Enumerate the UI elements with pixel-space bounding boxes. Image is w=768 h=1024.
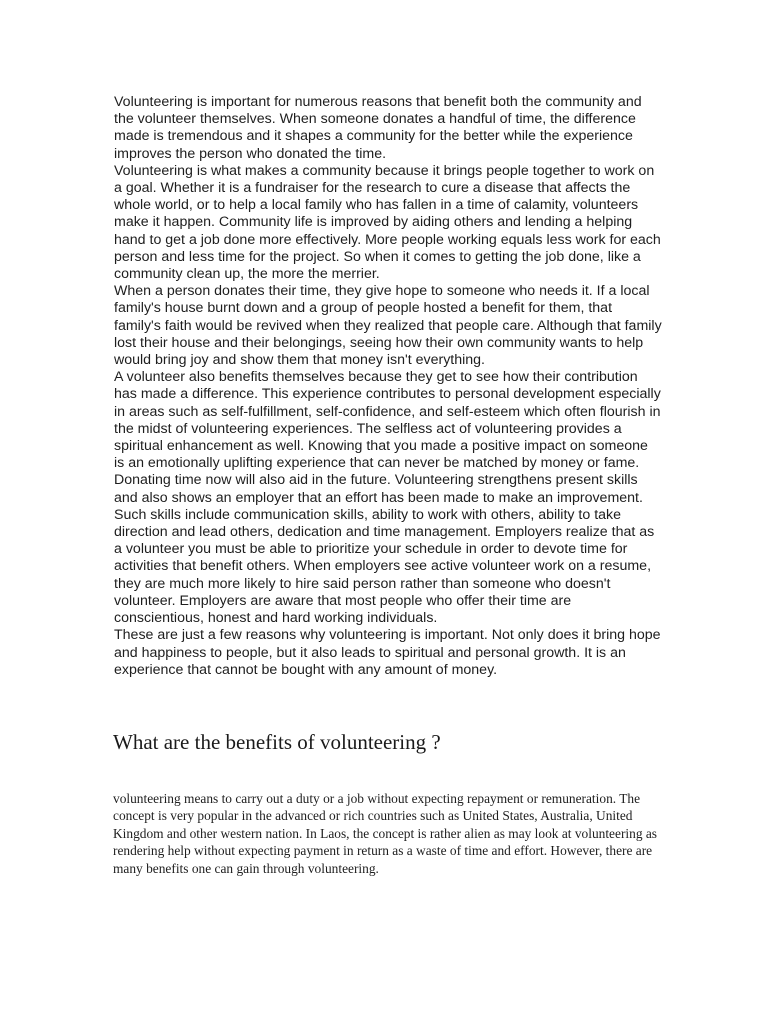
essay-paragraph-6: These are just a few reasons why volunteering is important. Not only does it bring hope and happiness to people, but it also leads to spiritual and personal growth. It is an experience that cannot be bought with any amount of money. [114, 627, 661, 678]
essay-section [114, 94, 662, 679]
essay-paragraph-4: A volunteer also benefits themselves because they get to see how their contribution has made a difference. This experience contributes to personal development especially in areas such as self-fulfillment, self-confidence, and self-esteem which often flourish in the midst of volunteering experiences. The selfless act of volunteering provides a spiritual enhancement as well. Knowing that you made a positive impact on someone is an emotionally uplifting experience that can never be matched by money or fame. [114, 369, 661, 472]
benefits-section [113, 790, 661, 877]
essay-paragraph-2: Volunteering is what makes a community because it brings people together to work on a goal. Whether it is a fundraiser for the research to cure a disease that affects the whole world, or to help a local family who has fallen in a time of calamity, volunteers make it happen. Community life is improved by aiding others and lending a helping hand to get a job done more effectively. More people working equals less work for each person and less time for the project. So when it comes to getting the job done, like a community clean up, the more the merrier. [114, 162, 661, 283]
essay-paragraph-3: When a person donates their time, they give hope to someone who needs it. If a local family's house burnt down and a group of people hosted a benefit for them, that family's faith would be revived when they realized that people care. Although that family lost their house and their belongings, seeing how their own community wants to help would bring joy and show them that money isn't everything. [114, 283, 662, 369]
benefits-paragraph: volunteering means to carry out a duty or a job without expecting repayment or remuneration. The concept is very popular in the advanced or rich countries such as United States, Australia, United Kingdom and other western nation. In Laos, the concept is rather alien as may look at volunteering as rendering help without expecting payment in return as a waste of time and effort. However, there are many benefits one can gain through volunteering. [113, 791, 658, 876]
essay-paragraph-5: Donating time now will also aid in the future. Volunteering strengthens present skills and also shows an employer that an effort has been made to make an improvement. Such skills include communication skills, ability to work with others, ability to take direction and lead others, dedication and time management. Employers realize that as a volunteer you must be able to prioritize your schedule in order to devote time for activities that benefit others. When employers see active volunteer work on a resume, they are much more likely to hire said person rather than someone who doesn't volunteer. Employers are aware that most people who offer their time are conscientious, honest and hard working individuals. [114, 472, 655, 627]
essay-paragraph-1: Volunteering is important for numerous reasons that benefit both the community and the volunteer themselves. When someone donates a handful of time, the difference made is tremendous and it shapes a community for the better while the experience improves the person who donated the time. [114, 94, 642, 162]
benefits-heading: What are the benefits of volunteering ? [113, 730, 441, 754]
